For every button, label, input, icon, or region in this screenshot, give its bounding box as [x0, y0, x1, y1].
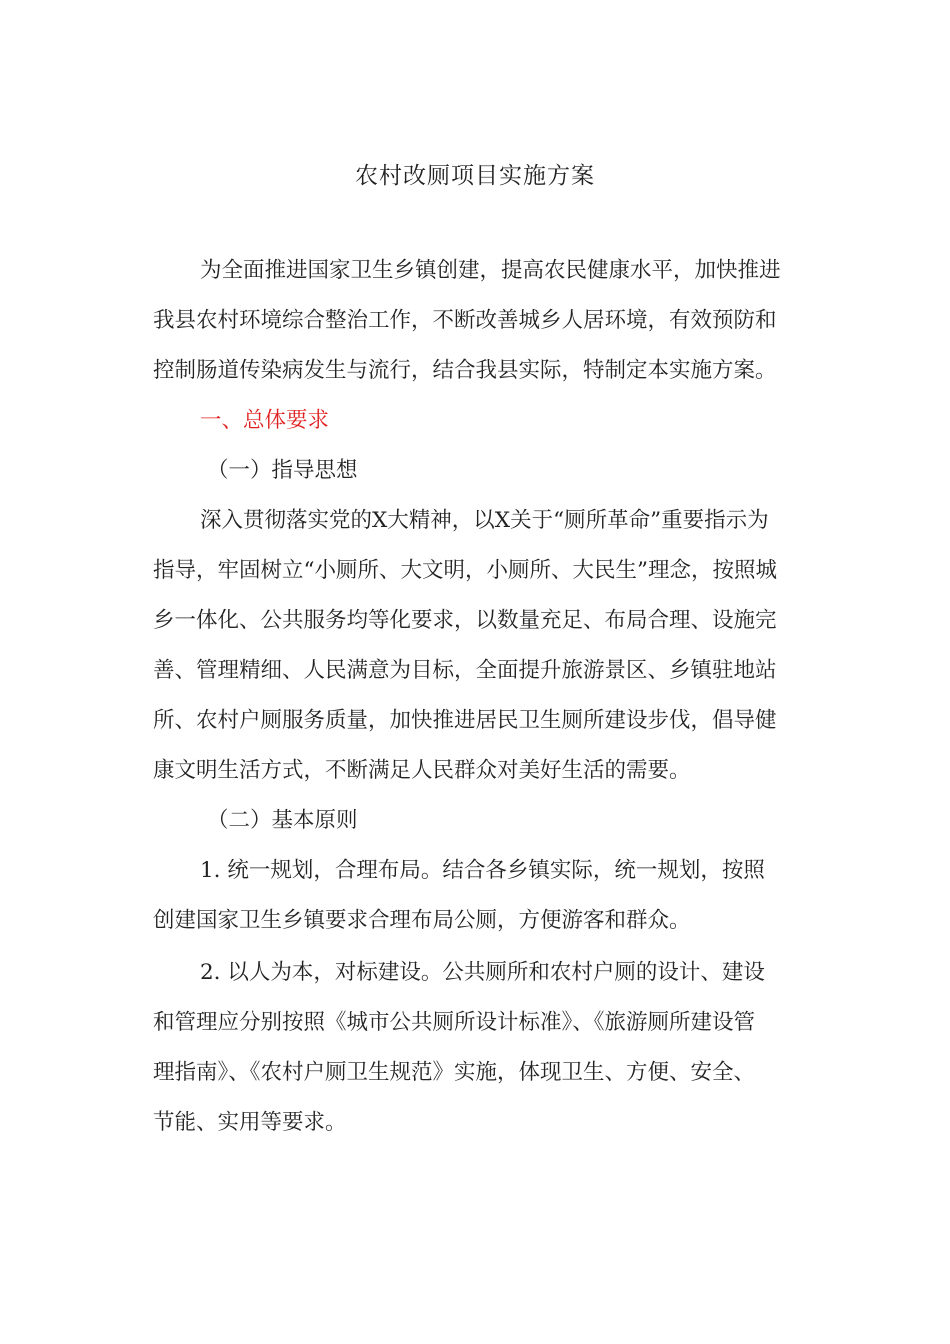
- document-title: 农村改厕项目实施方案: [355, 163, 595, 189]
- subsection-heading-guiding-ideology: （一）指导思想: [207, 458, 358, 483]
- guiding-line-1: 深入贯彻落实党的X大精神，以X关于“厕所革命”重要指示为: [200, 508, 769, 533]
- guiding-line-6: 康文明生活方式，不断满足人民群众对美好生活的需要。: [153, 758, 691, 783]
- principle-2-line-3: 理指南》、《农村户厕卫生规范》实施，体现卫生、方便、安全、: [153, 1060, 756, 1085]
- intro-line-3: 控制肠道传染病发生与流行，结合我县实际，特制定本实施方案。: [153, 358, 777, 383]
- guiding-line-3: 乡一体化、公共服务均等化要求，以数量充足、布局合理、设施完: [153, 608, 777, 633]
- principle-2-line-1: 2. 以人为本，对标建设。公共厕所和农村户厕的设计、建设: [200, 960, 765, 985]
- subsection-heading-basic-principles: （二）基本原则: [207, 808, 358, 833]
- intro-line-2: 我县农村环境综合整治工作，不断改善城乡人居环境，有效预防和: [153, 308, 777, 333]
- section-heading-general-requirements: 一、总体要求: [200, 408, 330, 433]
- intro-line-1: 为全面推进国家卫生乡镇创建，提高农民健康水平，加快推进: [200, 258, 781, 283]
- principle-1-line-2: 创建国家卫生乡镇要求合理布局公厕，方便游客和群众。: [153, 908, 691, 933]
- guiding-line-4: 善、管理精细、人民满意为目标，全面提升旅游景区、乡镇驻地站: [153, 658, 777, 683]
- principle-2-line-4: 节能、实用等要求。: [153, 1110, 347, 1135]
- guiding-line-5: 所、农村户厕服务质量，加快推进居民卫生厕所建设步伐，倡导健: [153, 708, 777, 733]
- principle-1-line-1: 1. 统一规划，合理布局。结合各乡镇实际，统一规划，按照: [200, 858, 765, 883]
- guiding-line-2: 指导，牢固树立“小厕所、大文明，小厕所、大民生”理念，按照城: [153, 558, 777, 583]
- principle-2-line-2: 和管理应分别按照《城市公共厕所设计标准》、《旅游厕所建设管: [153, 1010, 756, 1035]
